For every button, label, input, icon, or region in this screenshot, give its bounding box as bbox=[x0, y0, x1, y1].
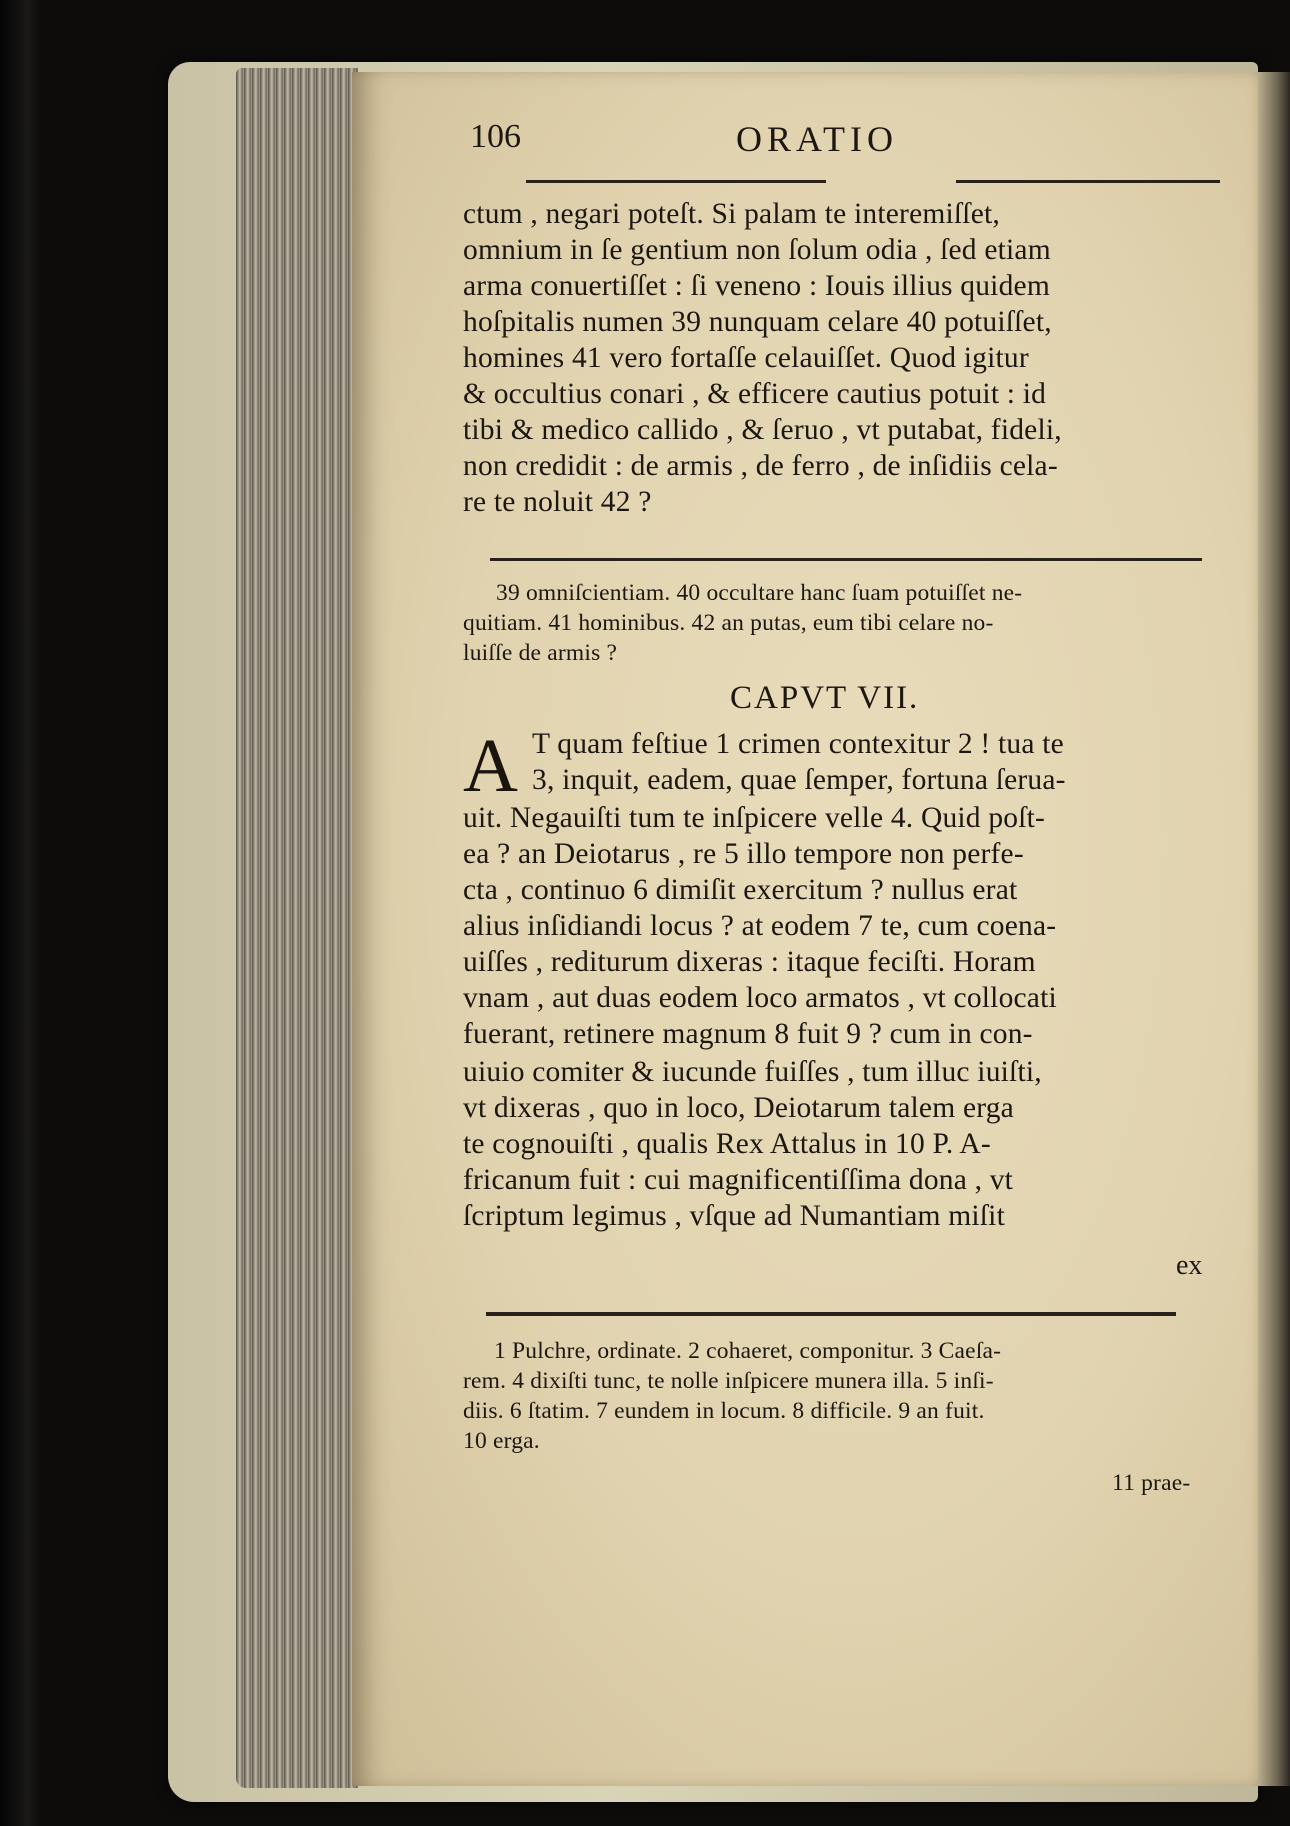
text-line: ea ? an Deiotarus , re 5 illo tempore non perfe- bbox=[463, 838, 1024, 870]
drop-cap: A bbox=[463, 724, 518, 808]
text-line: uit. Negauiſti tum te inſpicere velle 4. Quid poſt- bbox=[463, 802, 1046, 834]
footnote-line: 39 omniſcientiam. 40 occultare hanc ſuam potuiſſet ne- bbox=[496, 580, 1023, 606]
catchword: ex bbox=[1176, 1250, 1203, 1281]
signature-catchword: 11 prae- bbox=[1112, 1470, 1191, 1496]
text-line: te cognouiſti , qualis Rex Attalus in 10 P. A- bbox=[463, 1128, 991, 1160]
right-page-edge bbox=[1258, 72, 1290, 1786]
footnote-line: 1 Pulchre, ordinate. 2 cohaeret, componitur. 3 Caeſa- bbox=[494, 1338, 1002, 1364]
footnote-rule bbox=[490, 558, 1202, 561]
footnote-line: quitiam. 41 hominibus. 42 an putas, eum tibi celare no- bbox=[463, 610, 994, 636]
page-number: 106 bbox=[470, 118, 521, 155]
footnote-line: diis. 6 ſtatim. 7 eundem in locum. 8 difficile. 9 an fuit. bbox=[463, 1398, 985, 1424]
text-line: T quam feſtiue 1 crimen contexitur 2 ! tua te bbox=[532, 728, 1064, 760]
page-edges bbox=[236, 68, 358, 1788]
background-edge bbox=[0, 0, 40, 1826]
text-line: arma conuertiſſet : ſi veneno : Iouis illius quidem bbox=[463, 270, 1050, 302]
footnote-line: rem. 4 dixiſti tunc, te nolle inſpicere munera illa. 5 inſi- bbox=[463, 1368, 994, 1394]
text-line: re te noluit 42 ? bbox=[463, 486, 652, 518]
text-line: 3, inquit, eadem, quae ſemper, fortuna ſerua- bbox=[532, 764, 1066, 796]
text-line: omnium in ſe gentium non ſolum odia , ſed etiam bbox=[463, 234, 1051, 266]
text-line: hoſpitalis numen 39 nunquam celare 40 potuiſſet, bbox=[463, 306, 1052, 338]
text-line: tibi & medico callido , & ſeruo , vt putabat, fideli, bbox=[463, 414, 1062, 446]
chapter-heading: CAPVT VII. bbox=[730, 680, 920, 716]
text-line: alius inſidiandi locus ? at eodem 7 te, cum coena- bbox=[463, 910, 1057, 942]
text-line: homines 41 vero fortaſſe celauiſſet. Quod igitur bbox=[463, 342, 1029, 374]
footnote-line: luiſſe de armis ? bbox=[463, 640, 618, 666]
running-title: ORATIO bbox=[736, 119, 898, 159]
text-line: uiuio comiter & iucunde fuiſſes , tum illuc iuiſti, bbox=[463, 1056, 1042, 1088]
text-line: vnam , aut duas eodem loco armatos , vt collocati bbox=[463, 982, 1057, 1014]
header-rule-right bbox=[956, 180, 1220, 183]
text-line: & occultius conari , & efficere cautius potuit : id bbox=[463, 378, 1047, 410]
footnote-line: 10 erga. bbox=[463, 1428, 540, 1454]
footnote-rule-bottom bbox=[486, 1312, 1176, 1316]
text-line: ſcriptum legimus , vſque ad Numantiam miſit bbox=[463, 1200, 1005, 1232]
text-line: uiſſes , rediturum dixeras : itaque feciſti. Horam bbox=[463, 946, 1036, 978]
text-line: ctum , negari poteſt. Si palam te interemiſſet, bbox=[463, 198, 1000, 230]
text-line: fricanum fuit : cui magnificentiſſima dona , vt bbox=[463, 1164, 1014, 1196]
text-line: cta , continuo 6 dimiſit exercitum ? nullus erat bbox=[463, 874, 1018, 906]
text-line: vt dixeras , quo in loco, Deiotarum talem erga bbox=[463, 1092, 1014, 1124]
text-line: non credidit : de armis , de ferro , de inſidiis cela- bbox=[463, 450, 1058, 482]
text-line: fuerant, retinere magnum 8 fuit 9 ? cum in con- bbox=[463, 1018, 1033, 1050]
header-rule-left bbox=[526, 180, 826, 183]
